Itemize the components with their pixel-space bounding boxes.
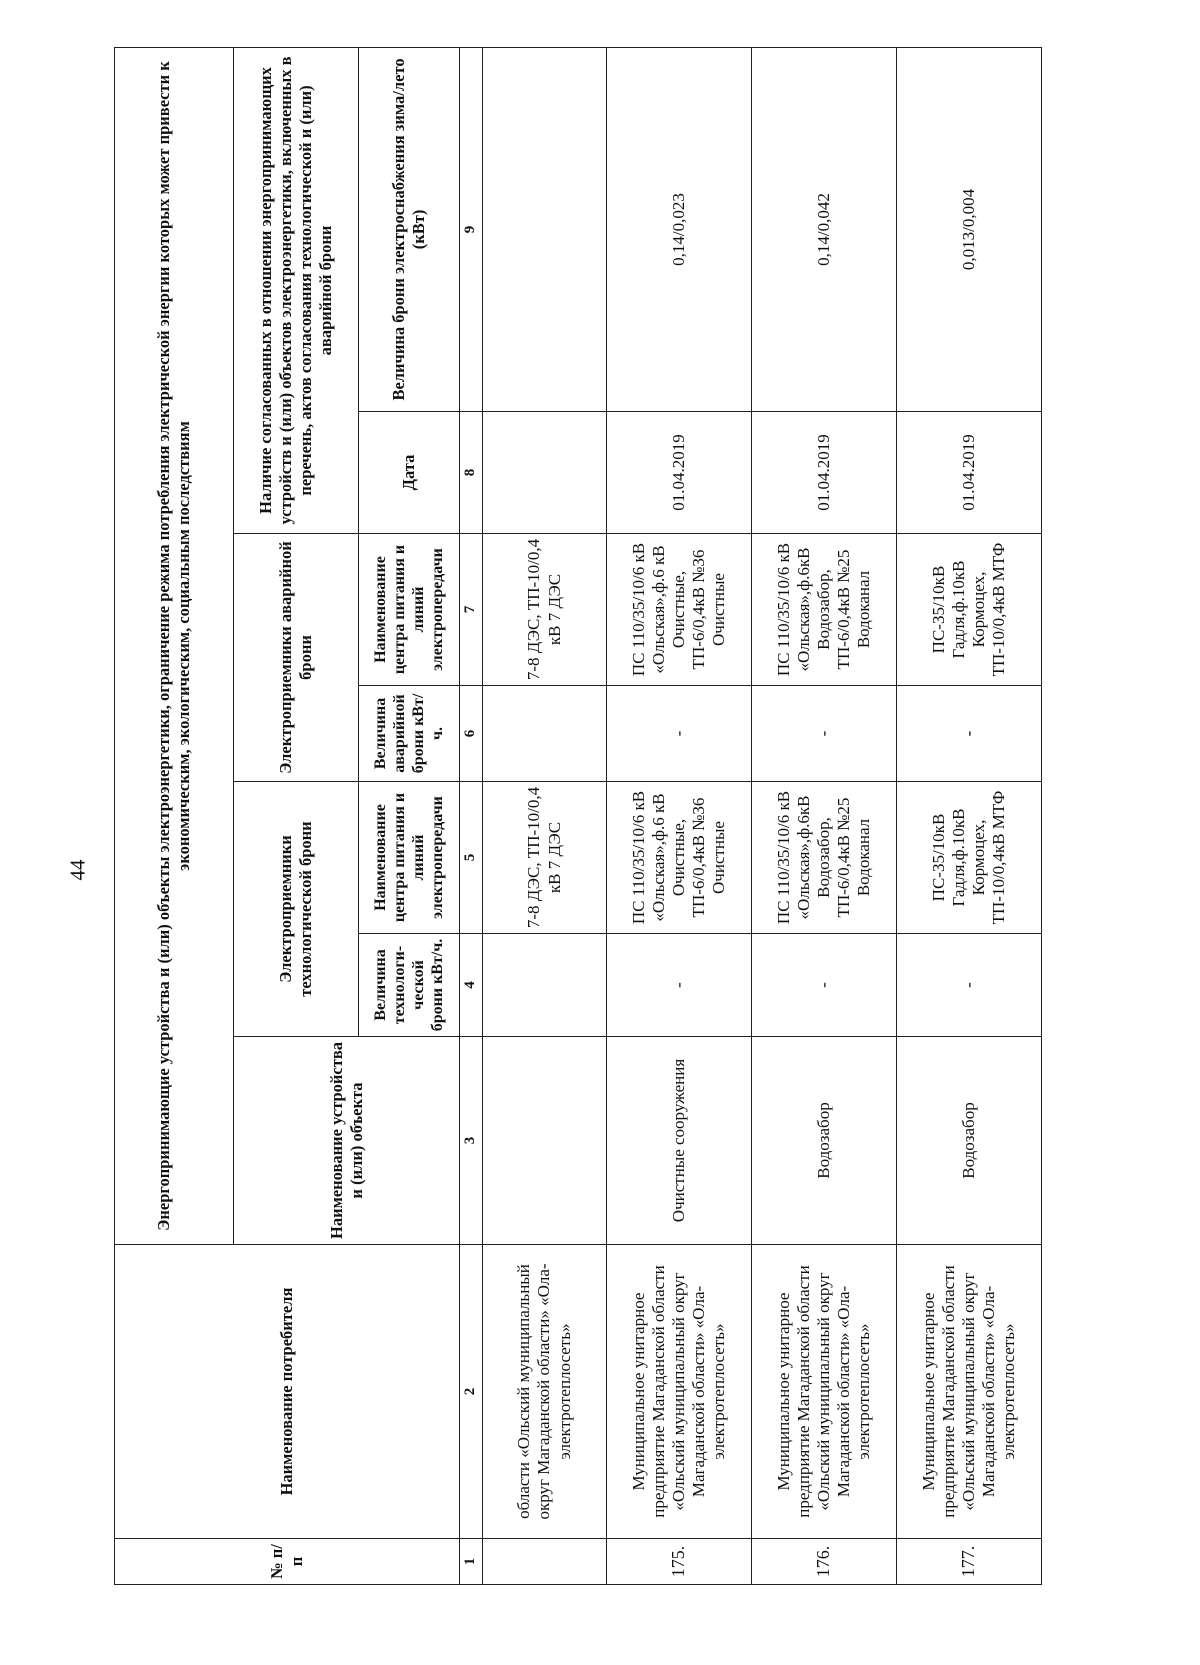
- date-cell: 01.04.2019: [607, 412, 752, 534]
- column-number: 7: [460, 534, 483, 686]
- column-number: 4: [460, 934, 483, 1037]
- tech-value-cell: -: [897, 934, 1042, 1037]
- row-number: [483, 1539, 607, 1585]
- header-consumer: Наименование потребителя: [115, 1245, 460, 1539]
- header-tech-group: Электроприемники технологической брони: [234, 782, 359, 1037]
- emerg-value-cell: -: [607, 686, 752, 782]
- reserve-cell: [483, 47, 607, 411]
- header-emerg-value: Величина аварийной брони кВт/ч.: [359, 686, 460, 782]
- tech-source-cell: ПС 110/35/10/6 кВ «Ольская»,ф.6 кВ Очистные, ТП-6/0,4кВ №36 Очистные: [607, 782, 752, 934]
- column-number: 8: [460, 412, 483, 534]
- header-tech-value: Величина технологи-ческой брони кВт/ч.: [359, 934, 460, 1037]
- page-number: 44: [65, 859, 90, 881]
- emerg-source-cell: ПС-35/10кВ Гадля,ф.10кВ Кормоцех, ТП-10/0,4кВ МТФ: [897, 534, 1042, 686]
- header-col-num: № п/п: [115, 1539, 460, 1585]
- column-number: 1: [460, 1539, 483, 1585]
- device-cell: Водозабор: [897, 1037, 1042, 1245]
- table-row: [483, 47, 607, 1584]
- emerg-value-cell: -: [897, 686, 1042, 782]
- header-row-1: [115, 47, 234, 1584]
- tech-value-cell: -: [607, 934, 752, 1037]
- reserve-cell: 0,14/0,042: [752, 47, 897, 411]
- device-cell: [483, 1037, 607, 1245]
- header-tech-source: Наименование центра питания и линий электропередачи: [359, 782, 460, 934]
- reserve-cell: 0,14/0,023: [607, 47, 752, 411]
- column-numbers-row: [460, 47, 483, 1584]
- tech-source-cell: 7-8 ДЭС, ТП-10/0,4 кВ 7 ДЭС: [483, 782, 607, 934]
- row-number: 175.: [607, 1539, 752, 1585]
- header-emerg-group: Электроприемники аварийной брони: [234, 534, 359, 782]
- rotated-table-frame: [114, 48, 1019, 1585]
- consumer-cell: области «Ольский муниципальный округ Магаданской области» «Ола-электротеплосеть»: [483, 1245, 607, 1539]
- column-number: 9: [460, 47, 483, 411]
- column-number: 5: [460, 782, 483, 934]
- row-number: 176.: [752, 1539, 897, 1585]
- date-cell: 01.04.2019: [897, 412, 1042, 534]
- header-device: Наименование устройства и (или) объекта: [234, 1037, 460, 1245]
- table-row: [897, 47, 1042, 1584]
- row-number: 177.: [897, 1539, 1042, 1585]
- consumer-cell: Муниципальное унитарное предприятие Магаданской области «Ольский муниципальный округ Магаданской области» «Ола-электротеплосеть»: [607, 1245, 752, 1539]
- device-cell: Очистные сооружения: [607, 1037, 752, 1245]
- device-cell: Водозабор: [752, 1037, 897, 1245]
- tech-source-cell: ПС 110/35/10/6 кВ «Ольская»,ф.6кВ Водозабор, ТП-6/0,4кВ №25 Водоканал: [752, 782, 897, 934]
- header-reserve: Величина брони электроснабжения зима/лето (кВт): [359, 47, 460, 411]
- header-agreed-group: Наличие согласованных в отношении энергопринимающих устройств и (или) объектов электроэнергетики, включенных в перечень, актов согласования технологической и (или) аварийной брони: [234, 47, 359, 533]
- header-date: Дата: [359, 412, 460, 534]
- column-number: 6: [460, 686, 483, 782]
- date-cell: [483, 412, 607, 534]
- header-group-title: Энергопринимающие устройства и (или) объекты электроэнергетики, ограничение режима потребления электрической энергии которых может привести к экономическим, экологическим, социальным последствиям: [115, 47, 234, 1244]
- column-number: 3: [460, 1037, 483, 1245]
- emerg-source-cell: 7-8 ДЭС, ТП-10/0,4 кВ 7 ДЭС: [483, 534, 607, 686]
- table-row: [607, 47, 752, 1584]
- tech-source-cell: ПС-35/10кВ Гадля,ф.10кВ Кормоцех, ТП-10/0,4кВ МТФ: [897, 782, 1042, 934]
- emerg-value-cell: -: [752, 686, 897, 782]
- reserve-table: [114, 47, 1042, 1585]
- column-number: 2: [460, 1245, 483, 1539]
- header-emerg-source: Наименование центра питания и линий электропередачи: [359, 534, 460, 686]
- consumer-cell: Муниципальное унитарное предприятие Магаданской области «Ольский муниципальный округ Магаданской области» «Ола-электротеплосеть»: [897, 1245, 1042, 1539]
- emerg-value-cell: [483, 686, 607, 782]
- tech-value-cell: [483, 934, 607, 1037]
- date-cell: 01.04.2019: [752, 412, 897, 534]
- emerg-source-cell: ПС 110/35/10/6 кВ «Ольская»,ф.6 кВ Очистные, ТП-6/0,4кВ №36 Очистные: [607, 534, 752, 686]
- consumer-cell: Муниципальное унитарное предприятие Магаданской области «Ольский муниципальный округ Магаданской области» «Ола-электротеплосеть»: [752, 1245, 897, 1539]
- tech-value-cell: -: [752, 934, 897, 1037]
- emerg-source-cell: ПС 110/35/10/6 кВ «Ольская»,ф.6кВ Водозабор, ТП-6/0,4кВ №25 Водоканал: [752, 534, 897, 686]
- reserve-cell: 0,013/0,004: [897, 47, 1042, 411]
- table-row: [752, 47, 897, 1584]
